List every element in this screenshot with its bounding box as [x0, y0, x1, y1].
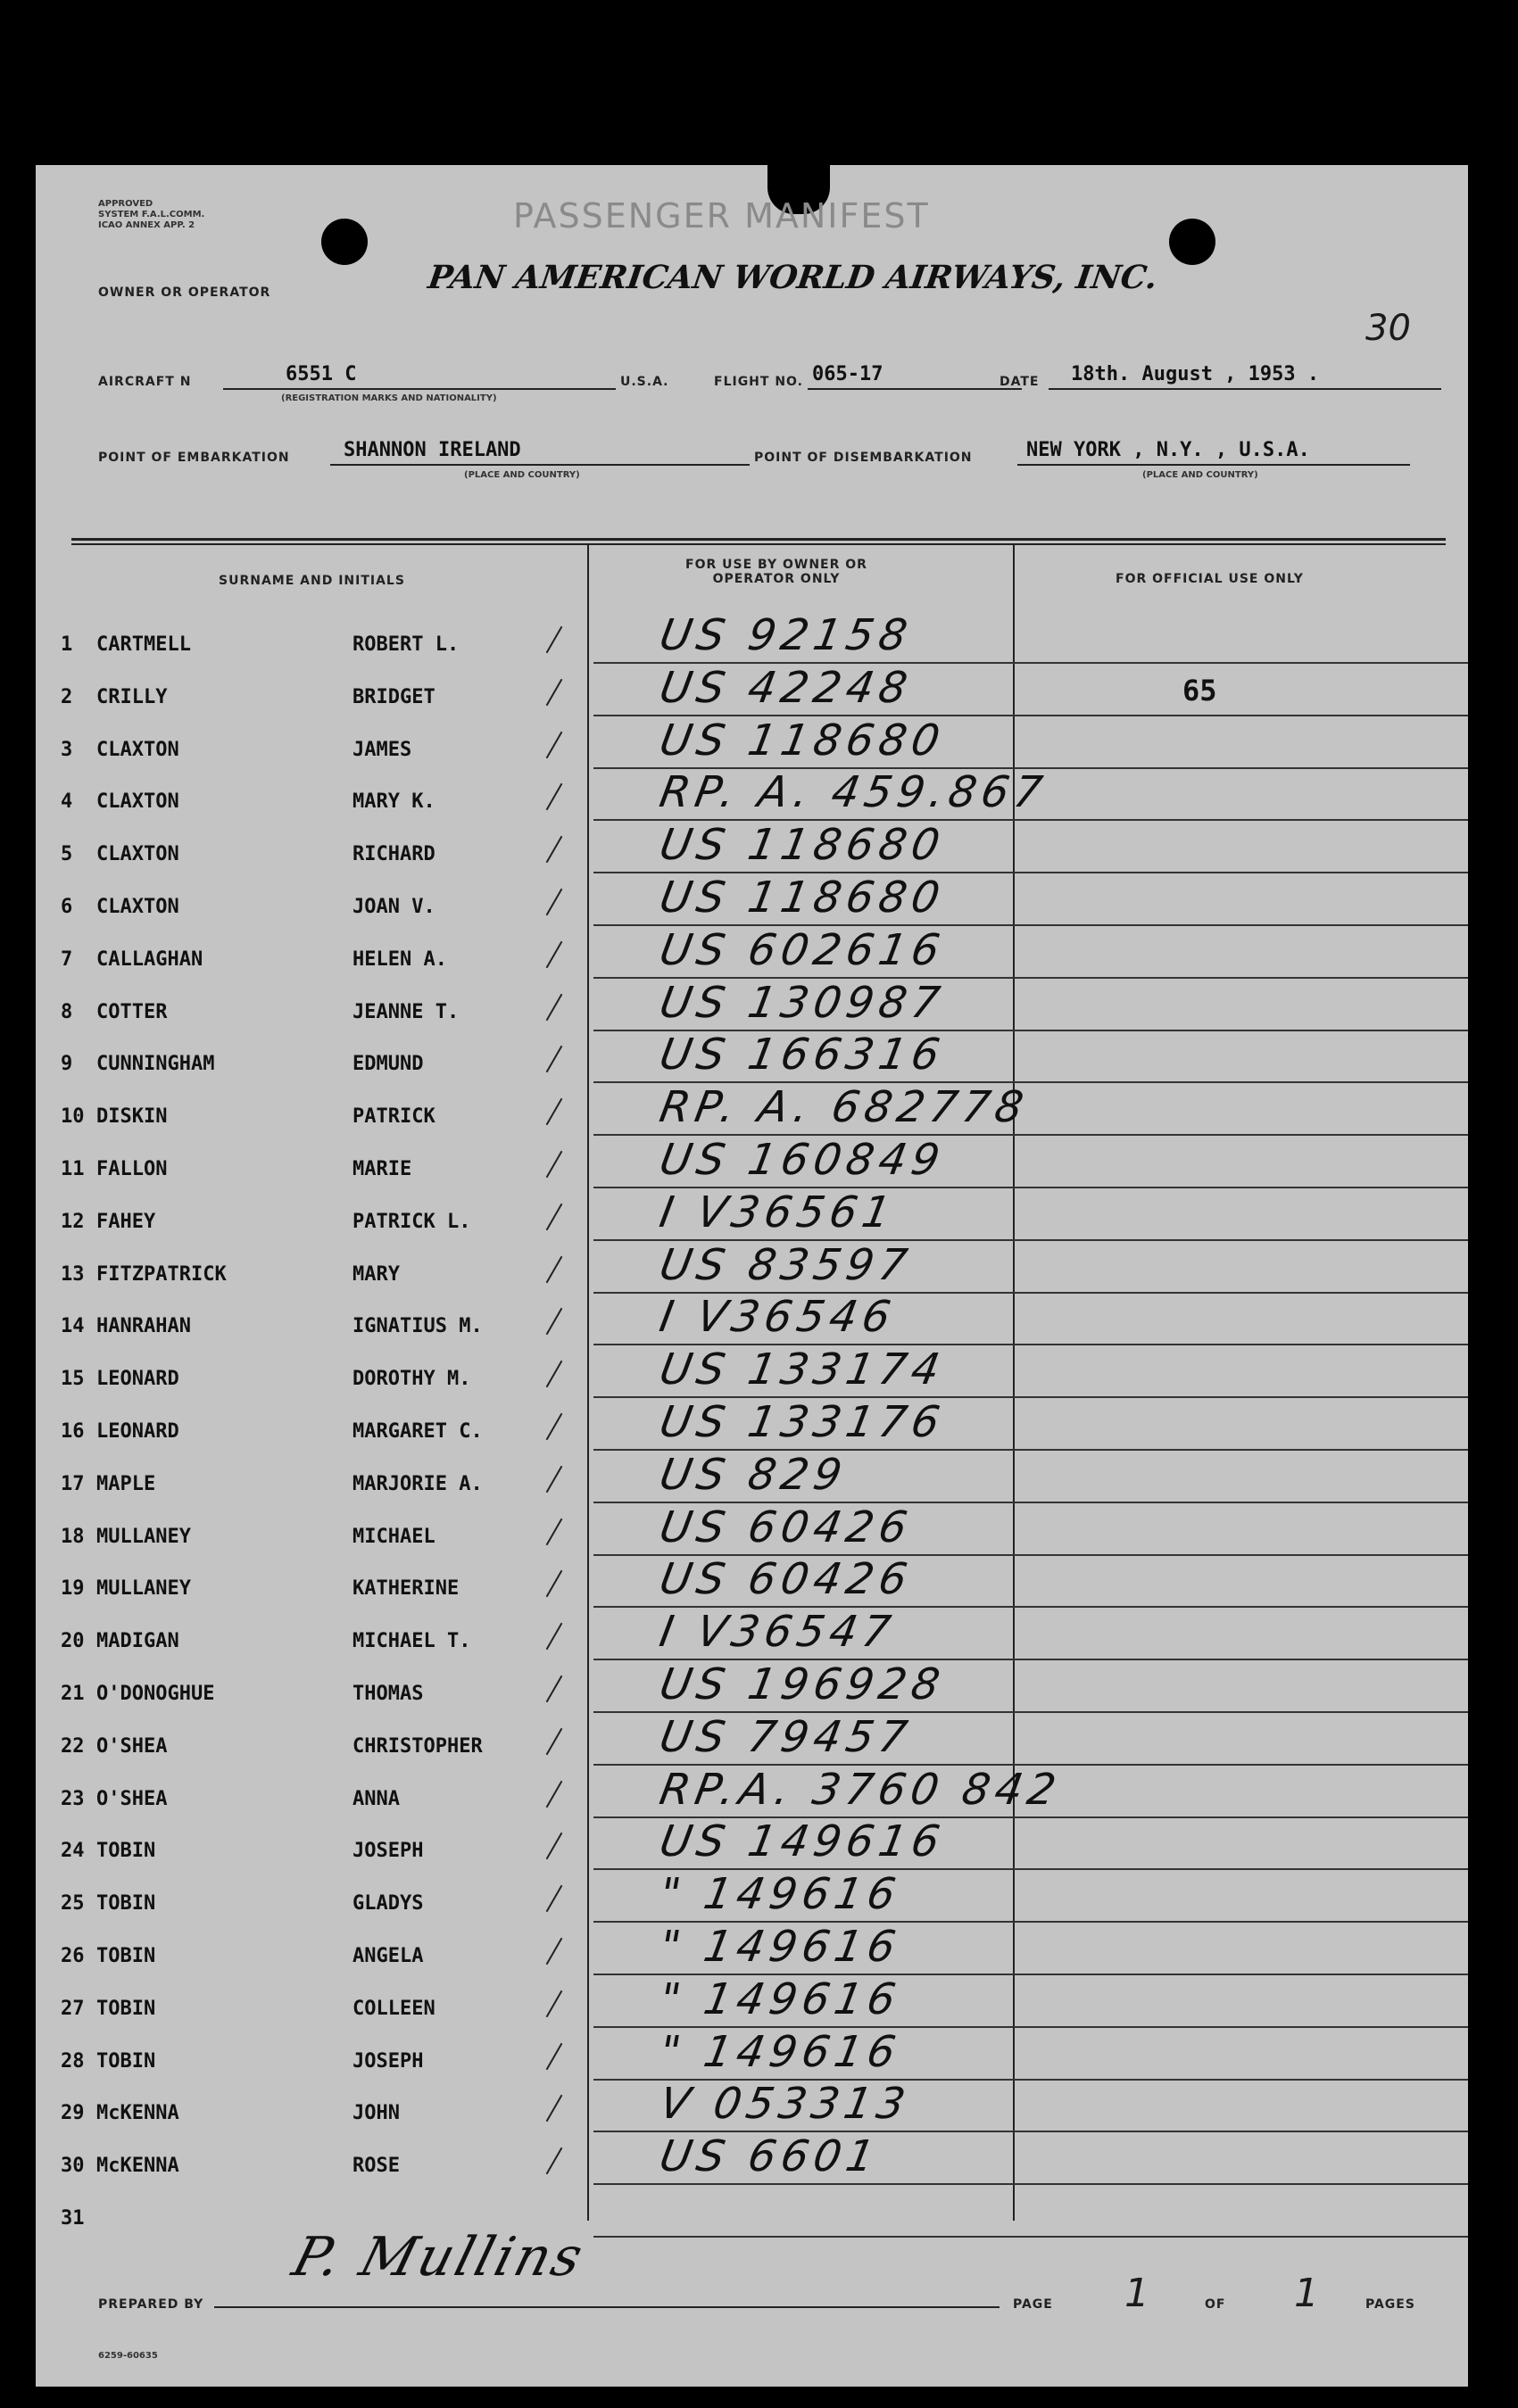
of-label: OF — [1205, 2297, 1226, 2312]
passenger-document: RP. A. 459.867 — [656, 767, 1051, 818]
passenger-number: 10 — [61, 1105, 85, 1129]
passenger-surname: MULLANEY — [96, 1525, 191, 1548]
check-mark — [546, 2147, 563, 2174]
aircraft-rule — [223, 388, 616, 390]
check-mark — [546, 1204, 563, 1230]
passenger-surname: TOBIN — [96, 1997, 156, 2020]
passenger-surname: FITZPATRICK — [96, 1262, 227, 1286]
passenger-surname: CUNNINGHAM — [96, 1053, 215, 1076]
passenger-row — [36, 610, 1468, 667]
check-mark — [546, 941, 563, 968]
check-mark — [546, 1151, 563, 1178]
check-mark — [546, 1046, 563, 1072]
passenger-document: " 149616 — [656, 1974, 905, 2024]
passenger-given-name: GLADYS — [353, 1892, 424, 1916]
official-note: 65 — [1182, 674, 1217, 708]
passenger-document: US 118680 — [656, 715, 950, 765]
passenger-number: 30 — [61, 2155, 85, 2178]
approval-line-2: SYSTEM F.A.L.COMM. — [98, 210, 205, 219]
passenger-row — [36, 1345, 1468, 1402]
passenger-number: 1 — [61, 633, 73, 656]
passenger-given-name: EDMUND — [353, 1053, 424, 1076]
check-mark — [546, 1518, 563, 1544]
check-mark — [546, 1990, 563, 2017]
check-mark — [546, 889, 563, 915]
table-top-rule-2 — [71, 543, 1446, 545]
aircraft-label: AIRCRAFT N — [98, 375, 192, 389]
passenger-document: US 60426 — [656, 1502, 917, 1552]
passenger-row — [36, 662, 1468, 720]
passenger-given-name: COLLEEN — [353, 1997, 435, 2020]
passenger-surname: HANRAHAN — [96, 1315, 191, 1338]
aircraft-value: 6551 C — [286, 363, 357, 385]
approval-line-1: APPROVED — [98, 199, 153, 209]
of-value: 1 — [1294, 2271, 1319, 2316]
passenger-row — [36, 1764, 1468, 1822]
passenger-row — [36, 715, 1468, 773]
passenger-given-name: ANNA — [353, 1787, 400, 1810]
page-value: 1 — [1124, 2271, 1149, 2316]
passenger-surname: TOBIN — [96, 2049, 156, 2073]
disembark-rule — [1017, 464, 1410, 466]
passenger-number: 21 — [61, 1683, 85, 1705]
approval-line-3: ICAO ANNEX APP. 2 — [98, 220, 195, 230]
passenger-given-name: KATHERINE — [353, 1577, 460, 1601]
passenger-number: 9 — [61, 1053, 73, 1076]
passenger-surname: CLAXTON — [96, 738, 179, 761]
passenger-number: 25 — [61, 1892, 85, 1916]
passenger-document: US 6601 — [656, 2131, 883, 2182]
passenger-row — [36, 1659, 1468, 1717]
passenger-document: US 160849 — [656, 1135, 950, 1185]
flight-rule — [808, 388, 1022, 390]
passenger-number: 27 — [61, 1997, 85, 2020]
passenger-row — [36, 1239, 1468, 1297]
date-label: DATE — [1000, 375, 1040, 389]
passenger-number: 19 — [61, 1577, 85, 1601]
passenger-given-name: PATRICK L. — [353, 1210, 471, 1233]
passenger-surname: O'DONOGHUE — [96, 1683, 215, 1705]
passenger-document: " 149616 — [656, 2026, 905, 2077]
passenger-surname: MAPLE — [96, 1472, 156, 1495]
passenger-document: " 149616 — [656, 1922, 905, 1972]
flight-label: FLIGHT NO. — [714, 375, 803, 389]
passenger-surname: LEONARD — [96, 1368, 179, 1391]
passenger-row — [36, 1397, 1468, 1454]
passenger-row — [36, 1030, 1468, 1087]
passenger-given-name: HELEN A. — [353, 947, 447, 971]
passenger-surname: CLAXTON — [96, 790, 179, 814]
check-mark — [546, 1255, 563, 1282]
passenger-row — [36, 1502, 1468, 1560]
check-mark — [546, 2095, 563, 2122]
passenger-given-name: DOROTHY M. — [353, 1368, 471, 1391]
passenger-surname: FALLON — [96, 1158, 168, 1180]
passenger-given-name: MARY — [353, 1262, 400, 1286]
check-mark — [546, 731, 563, 757]
passenger-row — [36, 1711, 1468, 1769]
disembark-value: NEW YORK , N.Y. , U.S.A. — [1026, 439, 1310, 461]
check-mark — [546, 1623, 563, 1650]
passenger-number: 7 — [61, 947, 73, 971]
passenger-given-name: JEANNE T. — [353, 1000, 460, 1023]
passenger-document: " 149616 — [656, 1869, 905, 1920]
passenger-number: 23 — [61, 1787, 85, 1810]
passenger-surname: O'SHEA — [96, 1734, 168, 1758]
passenger-given-name: MARJORIE A. — [353, 1472, 483, 1495]
passenger-given-name: JOAN V. — [353, 896, 435, 918]
passenger-given-name: THOMAS — [353, 1683, 424, 1705]
manifest-sheet — [36, 165, 1468, 2387]
passenger-number: 20 — [61, 1630, 85, 1653]
passenger-surname: FAHEY — [96, 1210, 156, 1233]
passenger-number: 2 — [61, 685, 73, 708]
passenger-surname: MADIGAN — [96, 1630, 179, 1653]
passenger-given-name: RICHARD — [353, 843, 435, 866]
passenger-document: US 83597 — [656, 1239, 917, 1290]
passenger-surname: CARTMELL — [96, 633, 191, 656]
check-mark — [546, 1728, 563, 1755]
passenger-given-name: MICHAEL — [353, 1525, 435, 1548]
check-mark — [546, 1570, 563, 1597]
passenger-surname: CLAXTON — [96, 843, 179, 866]
passenger-document: US 133174 — [656, 1345, 950, 1395]
check-mark — [546, 1308, 563, 1335]
passenger-surname: TOBIN — [96, 1945, 156, 1967]
passenger-document: RP. A. 682778 — [656, 1082, 1033, 1133]
prepared-label: PREPARED BY — [98, 2297, 204, 2312]
passenger-number: 22 — [61, 1734, 85, 1758]
passenger-number: 3 — [61, 738, 73, 761]
passenger-number: 6 — [61, 896, 73, 918]
col-header-official: FOR OFFICIAL USE ONLY — [1116, 572, 1304, 586]
passenger-surname: CRILLY — [96, 685, 168, 708]
passenger-row — [36, 977, 1468, 1035]
passenger-row — [36, 1974, 1468, 2031]
col-header-owner: FOR USE BY OWNER OR OPERATOR ONLY — [685, 558, 867, 586]
passenger-document: RP.A. 3760 842 — [656, 1764, 1066, 1815]
passenger-number: 14 — [61, 1315, 85, 1338]
passenger-document: V 053313 — [656, 2079, 915, 2130]
passenger-surname: CLAXTON — [96, 896, 179, 918]
check-mark — [546, 626, 563, 653]
passenger-given-name: ROBERT L. — [353, 633, 460, 656]
passenger-row — [36, 1869, 1468, 1926]
passenger-number: 11 — [61, 1158, 85, 1180]
passenger-row — [36, 1816, 1468, 1874]
passenger-surname: McKENNA — [96, 2102, 179, 2125]
passenger-surname: TOBIN — [96, 1892, 156, 1916]
passenger-row — [36, 2131, 1468, 2189]
row-rule — [593, 2183, 1468, 2185]
passenger-row — [36, 820, 1468, 877]
passenger-document: I V36561 — [656, 1187, 900, 1237]
check-mark — [546, 1885, 563, 1912]
passenger-row — [36, 1135, 1468, 1192]
passenger-document: US 60426 — [656, 1554, 917, 1605]
passenger-given-name: BRIDGET — [353, 685, 435, 708]
passenger-number: 29 — [61, 2102, 85, 2125]
embark-value: SHANNON IRELAND — [344, 439, 521, 461]
passenger-surname: LEONARD — [96, 1420, 179, 1443]
passenger-row — [36, 1187, 1468, 1245]
aircraft-sub: (REGISTRATION MARKS AND NATIONALITY) — [281, 393, 497, 403]
date-rule — [1049, 388, 1441, 390]
passenger-number: 4 — [61, 790, 73, 814]
passenger-document: US 79457 — [656, 1711, 917, 1762]
passenger-row — [36, 767, 1468, 824]
passenger-given-name: MARGARET C. — [353, 1420, 483, 1443]
page-label: PAGE — [1013, 2297, 1053, 2312]
check-mark — [546, 1361, 563, 1387]
passenger-given-name: MARY K. — [353, 790, 435, 814]
passenger-given-name: MICHAEL T. — [353, 1630, 471, 1653]
disembark-sub: (PLACE AND COUNTRY) — [1142, 470, 1258, 480]
check-mark — [546, 1938, 563, 1965]
passenger-surname: TOBIN — [96, 1840, 156, 1863]
passenger-row — [36, 1292, 1468, 1349]
prepared-rule — [214, 2306, 1000, 2308]
passenger-surname: McKENNA — [96, 2155, 179, 2178]
passenger-row — [36, 2026, 1468, 2084]
check-mark — [546, 1676, 563, 1702]
passenger-given-name: JOHN — [353, 2102, 400, 2125]
passenger-document: US 149616 — [656, 1816, 950, 1867]
flight-value: 065-17 — [812, 363, 883, 385]
check-mark — [546, 1413, 563, 1440]
passenger-surname: DISKIN — [96, 1105, 168, 1129]
passenger-document: US 92158 — [656, 610, 917, 660]
pages-label: PAGES — [1365, 2297, 1415, 2312]
passenger-row — [36, 1449, 1468, 1507]
passenger-surname: CALLAGHAN — [96, 947, 203, 971]
passenger-document: I V36547 — [656, 1607, 900, 1658]
check-mark — [546, 783, 563, 810]
check-mark — [546, 1780, 563, 1807]
passenger-document: US 196928 — [656, 1659, 950, 1709]
passenger-surname: COTTER — [96, 1000, 168, 1023]
signature: P. Mullins — [286, 2226, 592, 2288]
passenger-given-name: MARIE — [353, 1158, 412, 1180]
passenger-row — [36, 2079, 1468, 2136]
check-mark — [546, 1466, 563, 1493]
passenger-row — [36, 1922, 1468, 1979]
owner-label: OWNER OR OPERATOR — [98, 285, 271, 300]
date-value: 18th. August , 1953 . — [1071, 363, 1320, 385]
passenger-document: US 42248 — [656, 662, 917, 713]
col-header-name: SURNAME AND INITIALS — [219, 574, 405, 588]
passenger-document: US 118680 — [656, 820, 950, 871]
passenger-number: 5 — [61, 843, 73, 866]
company-name: PAN AMERICAN WORLD AIRWAYS, INC. — [426, 259, 1160, 296]
passenger-number: 13 — [61, 1262, 85, 1286]
passenger-document: US 602616 — [656, 924, 950, 975]
passenger-given-name: PATRICK — [353, 1105, 435, 1129]
row-rule — [593, 2236, 1468, 2238]
embark-label: POINT OF EMBARKATION — [98, 451, 290, 465]
passenger-document: US 829 — [656, 1449, 851, 1500]
corner-note: 30 — [1365, 308, 1411, 349]
passenger-row — [36, 1607, 1468, 1664]
passenger-document: US 133176 — [656, 1397, 950, 1447]
passenger-document: US 166316 — [656, 1030, 950, 1080]
passenger-document: US 130987 — [656, 977, 950, 1028]
check-mark — [546, 1098, 563, 1125]
passenger-number: 15 — [61, 1368, 85, 1391]
passenger-number: 12 — [61, 1210, 85, 1233]
passenger-given-name: ROSE — [353, 2155, 400, 2178]
passenger-given-name: JOSEPH — [353, 2049, 424, 2073]
passenger-given-name: IGNATIUS M. — [353, 1315, 483, 1338]
passenger-number: 17 — [61, 1472, 85, 1495]
passenger-number: 16 — [61, 1420, 85, 1443]
passenger-number: 24 — [61, 1840, 85, 1863]
passenger-document: I V36546 — [656, 1292, 900, 1343]
passenger-surname: O'SHEA — [96, 1787, 168, 1810]
passenger-given-name: JAMES — [353, 738, 412, 761]
punch-hole-left — [321, 219, 368, 265]
punch-hole-right — [1169, 219, 1215, 265]
passenger-number: 28 — [61, 2049, 85, 2073]
page-title: PASSENGER MANIFEST — [513, 196, 930, 236]
table-top-rule — [71, 538, 1446, 541]
passenger-surname: MULLANEY — [96, 1577, 191, 1601]
passenger-row — [36, 873, 1468, 930]
country-label: U.S.A. — [620, 375, 669, 389]
disembark-label: POINT OF DISEMBARKATION — [754, 451, 973, 465]
passenger-number: 31 — [61, 2207, 85, 2230]
check-mark — [546, 993, 563, 1020]
passenger-row — [36, 924, 1468, 982]
check-mark — [546, 2042, 563, 2069]
passenger-document: US 118680 — [656, 873, 950, 923]
passenger-row — [36, 2189, 1468, 2241]
check-mark — [546, 679, 563, 706]
form-code: 6259-60635 — [98, 2351, 158, 2361]
check-mark — [546, 1833, 563, 1859]
passenger-number: 8 — [61, 1000, 73, 1023]
passenger-row — [36, 1554, 1468, 1611]
passenger-number: 18 — [61, 1525, 85, 1548]
passenger-given-name: CHRISTOPHER — [353, 1734, 483, 1758]
passenger-given-name: ANGELA — [353, 1945, 424, 1967]
embark-sub: (PLACE AND COUNTRY) — [464, 470, 580, 480]
passenger-row — [36, 1082, 1468, 1139]
passenger-number: 26 — [61, 1945, 85, 1967]
check-mark — [546, 836, 563, 863]
embark-rule — [330, 464, 750, 466]
passenger-given-name: JOSEPH — [353, 1840, 424, 1863]
